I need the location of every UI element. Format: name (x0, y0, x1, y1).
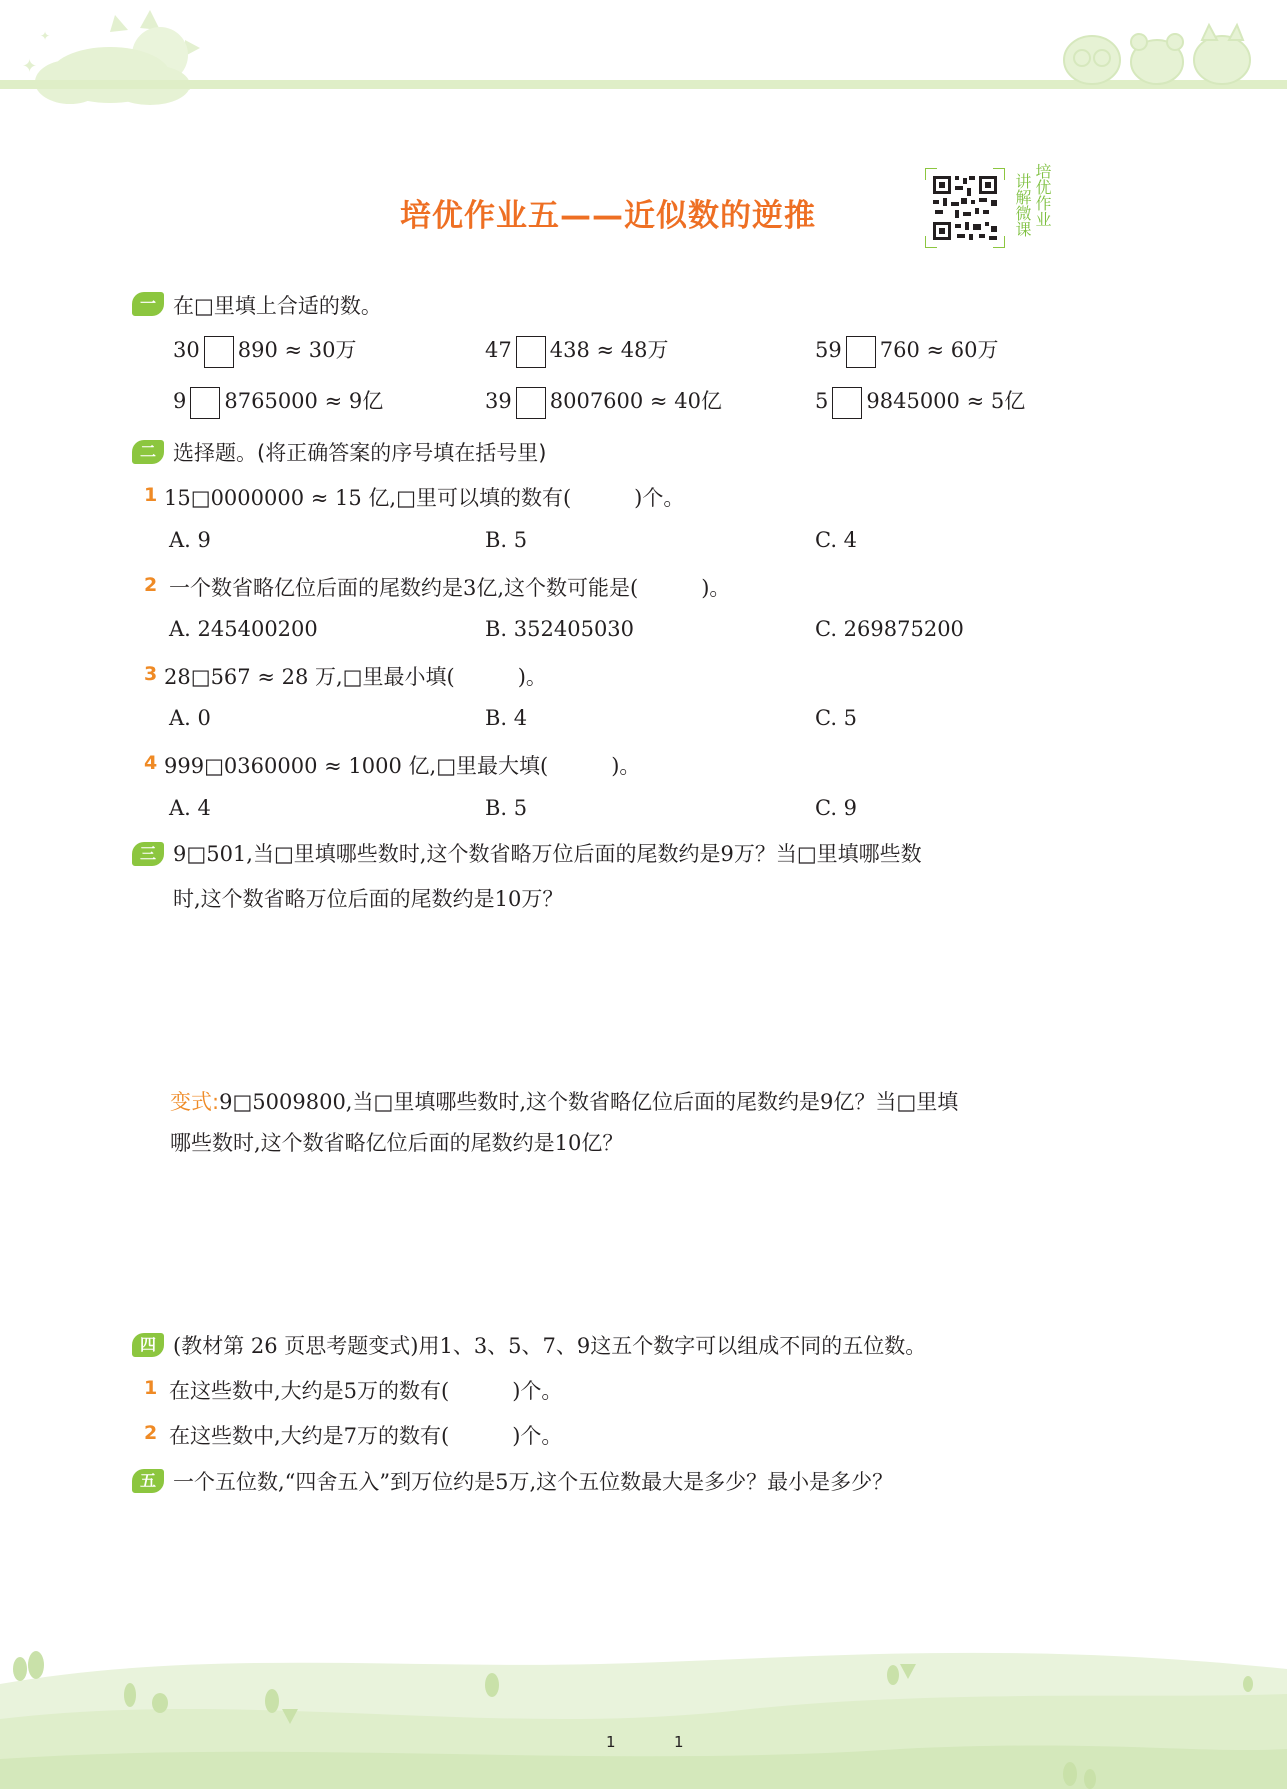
section-3-line-1: 9□501,当□里填哪些数时,这个数省略万位后面的尾数约是9万？当□里填哪些数 (173, 842, 922, 866)
option-c[interactable]: C. 9 (815, 796, 858, 820)
qr-code-icon[interactable] (925, 168, 1005, 248)
option-b[interactable]: B. 5 (485, 528, 528, 552)
option-c[interactable]: C. 269875200 (815, 617, 964, 641)
question-number: 4 (144, 752, 158, 774)
fill-item-suffix: 760 ≈ 60万 (879, 338, 999, 362)
fill-item-prefix: 59 (815, 338, 842, 362)
variant-text-1: 9□5009800,当□里填哪些数时,这个数省略亿位后面的尾数约是9亿？当□里填 (219, 1090, 959, 1114)
title-block (400, 190, 900, 235)
question-text: 999□0360000 ≈ 1000 亿,□里最大填( )。 (164, 754, 641, 778)
section-3-line-2: 时,这个数省略万位后面的尾数约是10万？ (173, 887, 564, 911)
option-b[interactable]: B. 5 (485, 796, 528, 820)
fill-item-2 (485, 334, 669, 368)
variant-line-1 (170, 1086, 958, 1116)
answer-box[interactable] (516, 336, 546, 368)
answer-box[interactable] (832, 387, 862, 419)
question-number: 2 (144, 574, 158, 596)
fill-item-prefix: 47 (485, 338, 512, 362)
cloud-sun-decoration (0, 0, 210, 115)
section-1-badge: 一 (132, 292, 164, 316)
fill-item-suffix: 9845000 ≈ 5亿 (866, 389, 1026, 413)
section-4-question-1: 在这些数中,大约是5万的数有( )个。 (169, 1379, 563, 1403)
fill-item-prefix: 30 (173, 338, 200, 362)
question-number: 3 (144, 663, 158, 685)
page-title: 培优作业五——近似数的逆推 (400, 198, 816, 234)
fill-item-1 (173, 334, 357, 368)
variant-label: 变式: (170, 1090, 220, 1114)
question-text: 一个数省略亿位后面的尾数约是3亿,这个数可能是( )。 (169, 576, 731, 600)
question-text: 28□567 ≈ 28 万,□里最小填( )。 (164, 665, 547, 689)
question-number: 1 (144, 1377, 158, 1399)
option-a[interactable]: A. 0 (169, 706, 211, 730)
question-text: 15□0000000 ≈ 15 亿,□里可以填的数有( )个。 (164, 486, 685, 510)
option-a[interactable]: A. 245400200 (169, 617, 318, 641)
option-b[interactable]: B. 352405030 (485, 617, 635, 641)
svg-text:✦: ✦ (40, 29, 51, 43)
fill-item-suffix: 8007600 ≈ 40亿 (549, 389, 722, 413)
answer-box[interactable] (204, 336, 234, 368)
section-4-text: (教材第 26 页思考题变式)用1、3、5、7、9这五个数字可以组成不同的五位数。 (173, 1334, 927, 1358)
option-a[interactable]: A. 9 (169, 528, 211, 552)
section-2-badge: 二 (132, 440, 164, 464)
option-c[interactable]: C. 5 (815, 706, 858, 730)
fill-item-3 (815, 334, 999, 368)
section-5-text: 一个五位数,“四舍五入”到万位约是5万,这个五位数最大是多少？最小是多少？ (173, 1470, 894, 1494)
fill-item-suffix: 438 ≈ 48万 (549, 338, 669, 362)
option-c[interactable]: C. 4 (815, 528, 858, 552)
fill-item-5 (485, 385, 722, 419)
fill-item-suffix: 890 ≈ 30万 (237, 338, 357, 362)
answer-box[interactable] (190, 387, 220, 419)
fill-item-prefix: 9 (173, 389, 187, 413)
answer-box[interactable] (846, 336, 876, 368)
animal-faces-decoration (1057, 20, 1257, 90)
page-number-right: 1 (674, 1733, 684, 1751)
section-2-title: 选择题。(将正确答案的序号填在括号里) (173, 441, 547, 465)
section-1-title: 在□里填上合适的数。 (173, 294, 382, 318)
fill-item-6 (815, 385, 1025, 419)
fill-item-suffix: 8765000 ≈ 9亿 (224, 389, 384, 413)
fill-item-prefix: 5 (815, 389, 829, 413)
section-4-question-2: 在这些数中,大约是7万的数有( )个。 (169, 1424, 563, 1448)
qr-caption (1013, 163, 1055, 258)
answer-box[interactable] (516, 387, 546, 419)
question-number: 2 (144, 1422, 158, 1444)
qr-caption-lesson: 讲解微课 (1013, 173, 1032, 237)
hills-decoration (0, 1629, 1287, 1789)
option-a[interactable]: A. 4 (169, 796, 211, 820)
question-number: 1 (144, 484, 158, 506)
section-5-badge: 五 (132, 1469, 164, 1493)
svg-text:✦: ✦ (22, 56, 38, 77)
qr-caption-homework: 培优作业 (1033, 163, 1052, 227)
fill-item-4 (173, 385, 383, 419)
fill-item-prefix: 39 (485, 389, 512, 413)
section-3-badge: 三 (132, 842, 164, 866)
option-b[interactable]: B. 4 (485, 706, 528, 730)
section-4-badge: 四 (132, 1333, 164, 1357)
variant-line-2: 哪些数时,这个数省略亿位后面的尾数约是10亿？ (170, 1131, 624, 1155)
page-number-left: 1 (606, 1733, 616, 1751)
